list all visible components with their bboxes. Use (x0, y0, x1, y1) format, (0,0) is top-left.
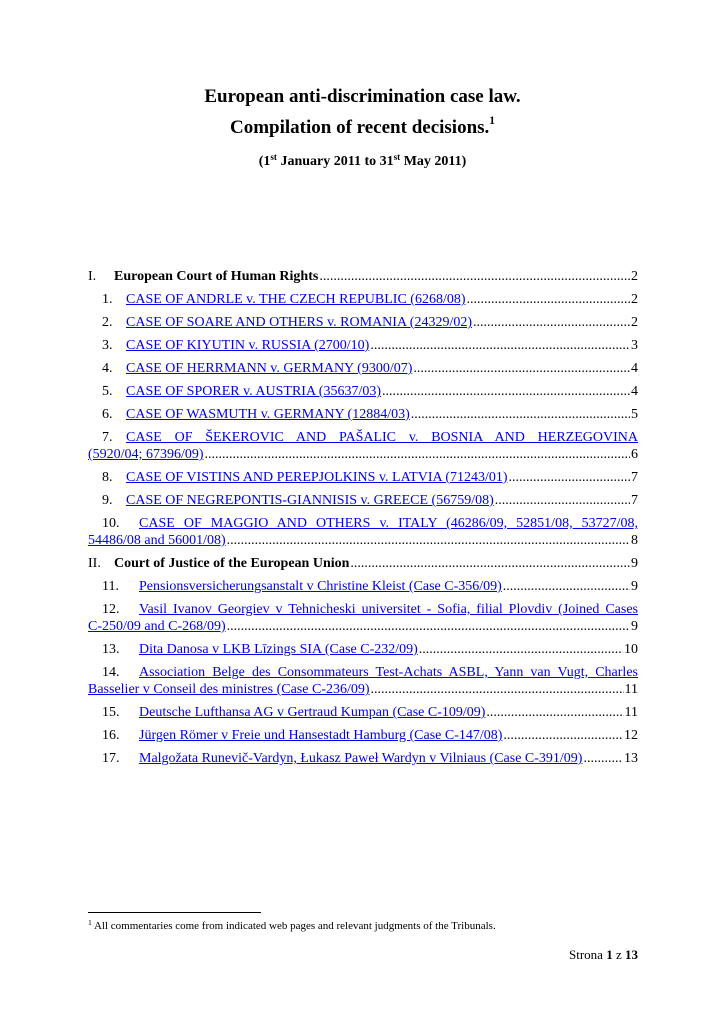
toc-page-number: 7 (631, 470, 638, 485)
toc-link[interactable]: C-250/09 and C-268/09) (88, 619, 226, 634)
toc-link[interactable]: Basselier v Conseil des ministres (Case C-236/09) (88, 682, 370, 697)
footnote-reference[interactable]: 1 (489, 115, 495, 127)
toc-entry[interactable]: 10. CASE OF MAGGIO AND OTHERS v. ITALY (46286/09, 52851/08, 53727/08, 54486/08 and 56001/08) ..... 8 (88, 515, 638, 549)
toc-page-number: 2 (631, 292, 638, 307)
toc-entry[interactable]: 15. Deutsche Lufthansa AG v Gertraud Kumpan (Case C-109/09) ..... 11 (88, 704, 638, 721)
toc-entry[interactable]: 13. Dita Danosa v LKB Līzings SIA (Case C-232/09) ..... 10 (88, 641, 638, 658)
date-range: (1st January 2011 to 31st May 2011) (258, 152, 467, 169)
toc-link[interactable]: Vasil Ivanov Georgiev v Tehnicheski universitet - Sofia, filial Plovdiv (Joined Cases (139, 602, 638, 617)
toc-leader (583, 750, 623, 767)
toc-entry[interactable]: 12. Vasil Ivanov Georgiev v Tehnicheski universitet - Sofia, filial Plovdiv (Joined Cases C-250/09 and C-268/09) ..... 9 (88, 601, 638, 635)
toc-link[interactable]: CASE OF HERRMANN v. GERMANY (9300/07) (126, 361, 413, 376)
toc-link[interactable]: CASE OF SOARE AND OTHERS v. ROMANIA (24329/02) (126, 315, 473, 330)
toc-leader (370, 337, 630, 354)
toc-link[interactable]: CASE OF VISTINS AND PEREPJOLKINS v. LATVIA (71243/01) (126, 470, 508, 485)
toc-leader (371, 681, 624, 698)
toc-leader (509, 469, 630, 486)
toc-leader (503, 578, 630, 595)
toc-entry[interactable]: 5. CASE OF SPORER v. AUSTRIA (35637/03) ..... 4 (88, 383, 638, 400)
toc-page-number: 4 (631, 361, 638, 376)
toc-entry[interactable]: 6. CASE OF WASMUTH v. GERMANY (12884/03) ..... 5 (88, 406, 638, 423)
toc-page-number: 11 (624, 682, 638, 697)
toc-leader (495, 492, 630, 509)
toc-link[interactable]: CASE OF SPORER v. AUSTRIA (35637/03) (126, 384, 382, 399)
toc-leader (227, 532, 630, 549)
toc-link[interactable]: CASE OF ŠEKEROVIC AND PAŠALIC v. BOSNIA AND HERZEGOVINA (126, 430, 638, 445)
toc-leader (319, 268, 630, 285)
toc-link[interactable]: Deutsche Lufthansa AG v Gertraud Kumpan (Case C-109/09) (139, 705, 486, 720)
toc-link[interactable]: CASE OF WASMUTH v. GERMANY (12884/03) (126, 407, 410, 422)
toc-entry[interactable]: 4. CASE OF HERRMANN v. GERMANY (9300/07) ..... 4 (88, 360, 638, 377)
toc-leader (473, 314, 630, 331)
page-number: Strona 1 z 13 (569, 947, 638, 962)
toc-entry[interactable]: 14. Association Belge des Consommateurs Test-Achats ASBL, Yann van Vugt, Charles Basselier v Conseil des ministres (Case C-236/09) ..... 11 (88, 664, 638, 698)
toc-entry[interactable]: 7. CASE OF ŠEKEROVIC AND PAŠALIC v. BOSNIA AND HERZEGOVINA (5920/04; 67396/09) ..... 6 (88, 429, 638, 463)
toc-leader (382, 383, 630, 400)
toc-page-number: 4 (631, 384, 638, 399)
toc-entry[interactable]: 17. Malgožata Runevič-Vardyn, Łukasz Paweł Wardyn v Vilniaus (Case C‑391/09) ..... 13 (88, 750, 638, 767)
toc-page-number: 3 (631, 338, 638, 353)
toc-entry[interactable]: 9. CASE OF NEGREPONTIS-GIANNISIS v. GREECE (56759/08) ..... 7 (88, 492, 638, 509)
toc-page-number: 12 (624, 728, 638, 743)
toc-link[interactable]: Dita Danosa v LKB Līzings SIA (Case C-232/09) (139, 642, 418, 657)
toc-page-number: 10 (624, 642, 638, 657)
toc-leader (486, 704, 623, 721)
toc-entry[interactable]: 3. CASE OF KIYUTIN v. RUSSIA (2700/10) ..... 3 (88, 337, 638, 354)
toc-entry[interactable]: 1. CASE OF ANDRLE v. THE CZECH REPUBLIC (6268/08) ..... 2 (88, 291, 638, 308)
toc-page-number: 2 (631, 269, 638, 284)
toc-page-number: 11 (624, 705, 638, 720)
toc-link[interactable]: CASE OF NEGREPONTIS-GIANNISIS v. GREECE (56759/08) (126, 493, 494, 508)
toc-leader (411, 406, 630, 423)
toc-leader (350, 555, 630, 572)
toc-section-echr[interactable]: I. European Court of Human Rights ..... 2 (88, 268, 638, 285)
toc-page-number: 9 (631, 579, 638, 594)
toc-page-number: 5 (631, 407, 638, 422)
toc-leader (227, 618, 630, 635)
document-subtitle: Compilation of recent decisions.$^1$ (229, 115, 495, 138)
toc-section-cjeu[interactable]: II. Court of Justice of the European Union ..... 9 (88, 555, 638, 572)
toc-leader (419, 641, 623, 658)
toc-leader (503, 727, 623, 744)
footnote-separator (88, 912, 261, 913)
document-title: European anti-discrimination case law. (204, 86, 521, 107)
toc-leader (205, 446, 631, 463)
toc-page-number: 9 (631, 556, 638, 571)
toc-link[interactable]: Jürgen Römer v Freie und Hansestadt Hamburg (Case C-147/08) (139, 728, 503, 743)
toc-link[interactable]: 54486/08 and 56001/08) (88, 533, 226, 548)
toc-link[interactable]: CASE OF KIYUTIN v. RUSSIA (2700/10) (126, 338, 370, 353)
toc-entry[interactable]: 8. CASE OF VISTINS AND PEREPJOLKINS v. LATVIA (71243/01) ..... 7 (88, 469, 638, 486)
toc-link[interactable]: Malgožata Runevič-Vardyn, Łukasz Paweł Wardyn v Vilniaus (Case C‑391/09) (139, 751, 583, 766)
toc-page-number: 9 (631, 619, 638, 634)
toc-link[interactable]: CASE OF ANDRLE v. THE CZECH REPUBLIC (6268/08) (126, 292, 466, 307)
toc-leader (467, 291, 630, 308)
toc-entry[interactable]: 11. Pensionsversicherungsanstalt v Christine Kleist (Case C-356/09) ..... 9 (88, 578, 638, 595)
table-of-contents (88, 268, 638, 773)
footnote: $^1$ All commentaries come from indicated web pages and relevant judgments of the Tribunals. (88, 918, 496, 932)
toc-entry[interactable]: 16. Jürgen Römer v Freie und Hansestadt Hamburg (Case C-147/08) ..... 12 (88, 727, 638, 744)
toc-link[interactable]: Association Belge des Consommateurs Test-Achats ASBL, Yann van Vugt, Charles (139, 665, 638, 680)
toc-page-number: 13 (624, 751, 638, 766)
toc-page-number: 2 (631, 315, 638, 330)
toc-page-number: 6 (631, 447, 638, 462)
toc-link[interactable]: (5920/04; 67396/09) (88, 447, 204, 462)
toc-link[interactable]: Pensionsversicherungsanstalt v Christine Kleist (Case C-356/09) (139, 579, 502, 594)
toc-entry[interactable]: 2. CASE OF SOARE AND OTHERS v. ROMANIA (24329/02) ..... 2 (88, 314, 638, 331)
toc-page-number: 8 (631, 533, 638, 548)
toc-link[interactable]: CASE OF MAGGIO AND OTHERS v. ITALY (46286/09, 52851/08, 53727/08, (139, 516, 638, 531)
toc-leader (413, 360, 630, 377)
toc-page-number: 7 (631, 493, 638, 508)
